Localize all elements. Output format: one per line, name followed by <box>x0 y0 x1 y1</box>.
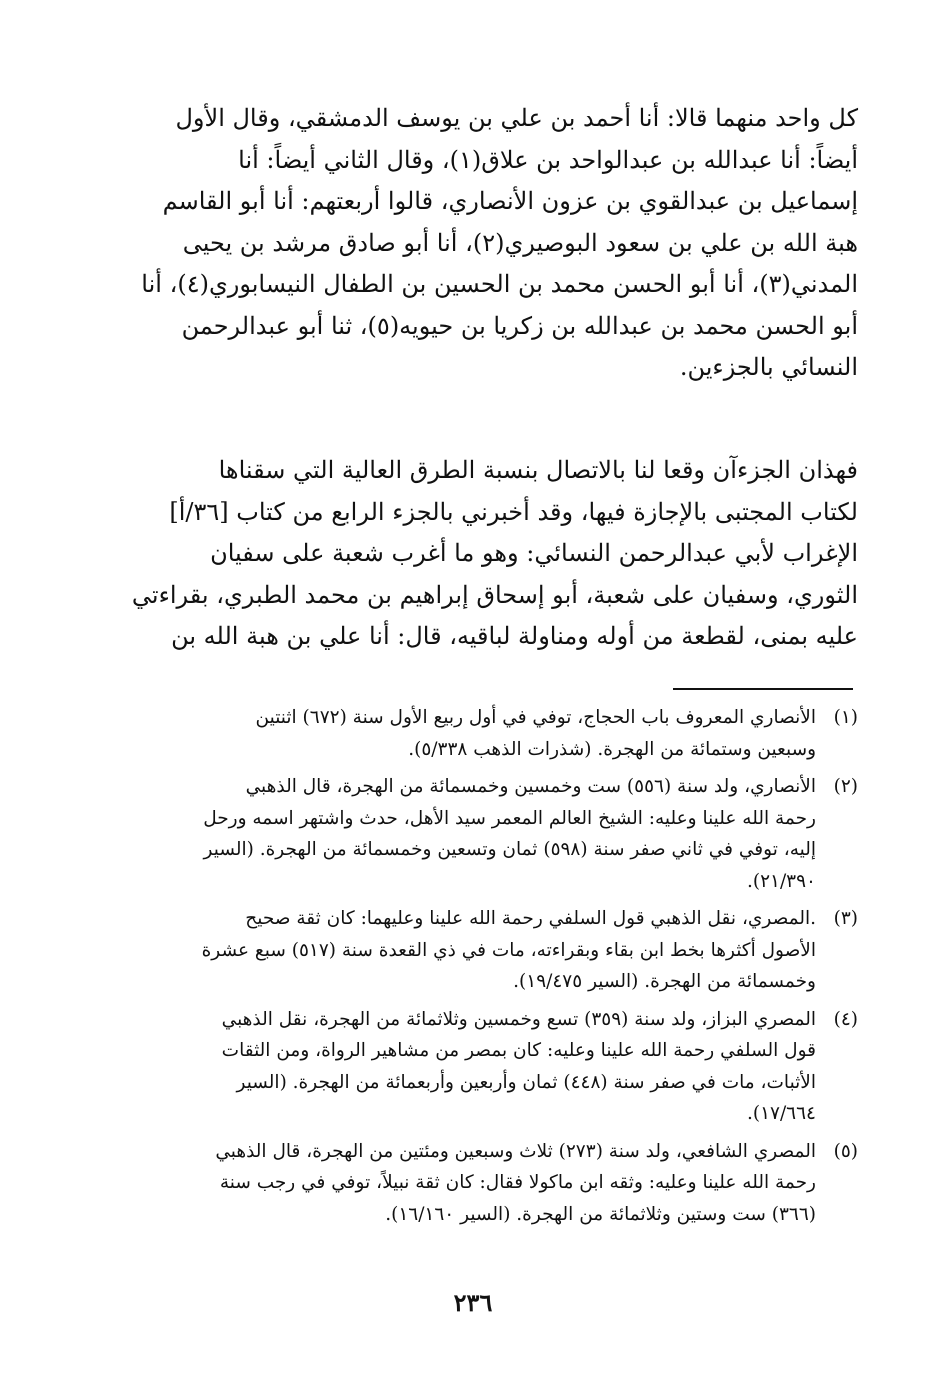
footnote-2 <box>100 771 858 897</box>
text-line: أيضاً: أنا عبدالله بن عبدالواحد بن علاق(١)، وقال الثاني أيضاً: أنا <box>238 145 858 174</box>
footnote-5 <box>100 1136 858 1231</box>
footnote-number: (٢) <box>833 776 858 797</box>
footnote-line: وسبعين وستمائة من الهجرة. (شذرات الذهب ٥/٣٣٨). <box>408 738 816 760</box>
text-line: عليه بمنى، لقطعة من أوله ومناولة لباقيه، قال: أنا علي بن هبة الله بن <box>171 622 858 650</box>
footnote-line: قول السلفي رحمة الله علينا وعليه: كان بمصر من مشاهير الرواة، ومن الثقات <box>221 1040 816 1061</box>
footnote-line: ٢١/٣٩٠). <box>746 870 816 892</box>
main-paragraph-1 <box>100 98 858 389</box>
text-line: إسماعيل بن عبدالقوي بن عزون الأنصاري، قالوا أربعتهم: أنا أبو القاسم <box>162 187 858 215</box>
text-line: كل واحد منهما قالا: أنا أحمد بن علي بن يوسف الدمشقي، وقال الأول <box>175 104 858 132</box>
footnote-line: الأصول أكثرها بخط ابن بقاء وبقراءته، مات في ذي القعدة سنة (٥١٧) سبع عشرة <box>201 939 816 961</box>
footnote-line: الأنصاري المعروف باب الحجاج، توفي في أول ربيع الأول سنة (٦٧٢) اثنتين <box>255 707 816 728</box>
footnote-number: (٥) <box>833 1140 858 1162</box>
main-paragraph-2 <box>100 450 858 658</box>
footnote-line: المصري البزاز، ولد سنة (٣٥٩) تسع وخمسين وثلاثمائة من الهجرة، نقل الذهبي <box>221 1008 816 1030</box>
footnotes-section <box>100 702 858 1236</box>
footnote-line: رحمة الله علينا وعليه: وثقه ابن ماكولا فقال: كان ثقة نبيلاً، توفي في رجب سنة <box>219 1172 816 1193</box>
footnote-1 <box>100 702 858 765</box>
footnote-number: (٤) <box>833 1008 858 1030</box>
footnote-line: الأثبات، مات في صفر سنة (٤٤٨) ثمان وأربعين وأربعمائة من الهجرة. (السير <box>236 1071 816 1093</box>
text-line: أبو الحسن محمد بن عبدالله بن زكريا بن حيويه(٥)، ثنا أبو عبدالرحمن <box>181 311 858 340</box>
text-line: الثوري، وسفيان على شعبة، أبو إسحاق إبراهيم بن محمد الطبري، بقراءتي <box>131 580 858 609</box>
footnote-line: .المصري، نقل الذهبي قول السلفي رحمة الله علينا وعليهما: كان ثقة صحيح <box>245 908 816 929</box>
page-number: ٢٣٦ <box>453 1288 493 1317</box>
footnote-4 <box>100 1004 858 1130</box>
footnote-line: إليه، توفي في ثاني صفر سنة (٥٩٨) ثمان وتسعين وخمسمائة من الهجرة. (السير <box>203 839 816 860</box>
footnote-line: رحمة الله علينا وعليه: الشيخ العالم المعمر سيد الأهل، حدث واشتهر اسمه ورحل <box>203 807 816 829</box>
text-line: لكتاب المجتبى بالإجازة فيها، وقد أخبرني بالجزء الرابع من كتاب [٣٦/أ] <box>169 497 858 526</box>
footnote-line: الأنصاري، ولد سنة (٥٥٦) ست وخمسين وخمسمائة من الهجرة، قال الذهبي <box>245 776 816 797</box>
footnote-divider <box>673 688 853 690</box>
footnote-line: ١٧/٦٦٤). <box>746 1103 816 1124</box>
text-line: فهذان الجزءآن وقعا لنا بالاتصال بنسبة الطرق العالية التي سقناها <box>218 456 858 484</box>
text-line: هبة الله بن علي بن سعود البوصيري(٢)، أنا أبو صادق مرشد بن يحيى <box>182 228 858 257</box>
footnote-number: (٣) <box>833 908 858 929</box>
footnote-number: (١) <box>833 707 858 728</box>
text-line: المدني(٣)، أنا أبو الحسن محمد بن الحسين بن الطفال النيسابوري(٤)، أنا <box>141 270 858 298</box>
footnote-3 <box>100 903 858 998</box>
footnote-line: المصري الشافعي، ولد سنة (٢٧٣) ثلاث وسبعين ومئتين من الهجرة، قال الذهبي <box>215 1140 816 1162</box>
text-line: النسائي بالجزءين. <box>679 353 858 381</box>
text-line: الإغراب لأبي عبدالرحمن النسائي: وهو ما أغرب شعبة على سفيان <box>210 539 858 567</box>
footnote-line: (٣٦٦) ست وستين وثلاثمائة من الهجرة. (السير ١٦/١٦٠). <box>385 1203 816 1225</box>
footnote-line: وخمسمائة من الهجرة. (السير ١٩/٤٧٥). <box>513 971 816 992</box>
